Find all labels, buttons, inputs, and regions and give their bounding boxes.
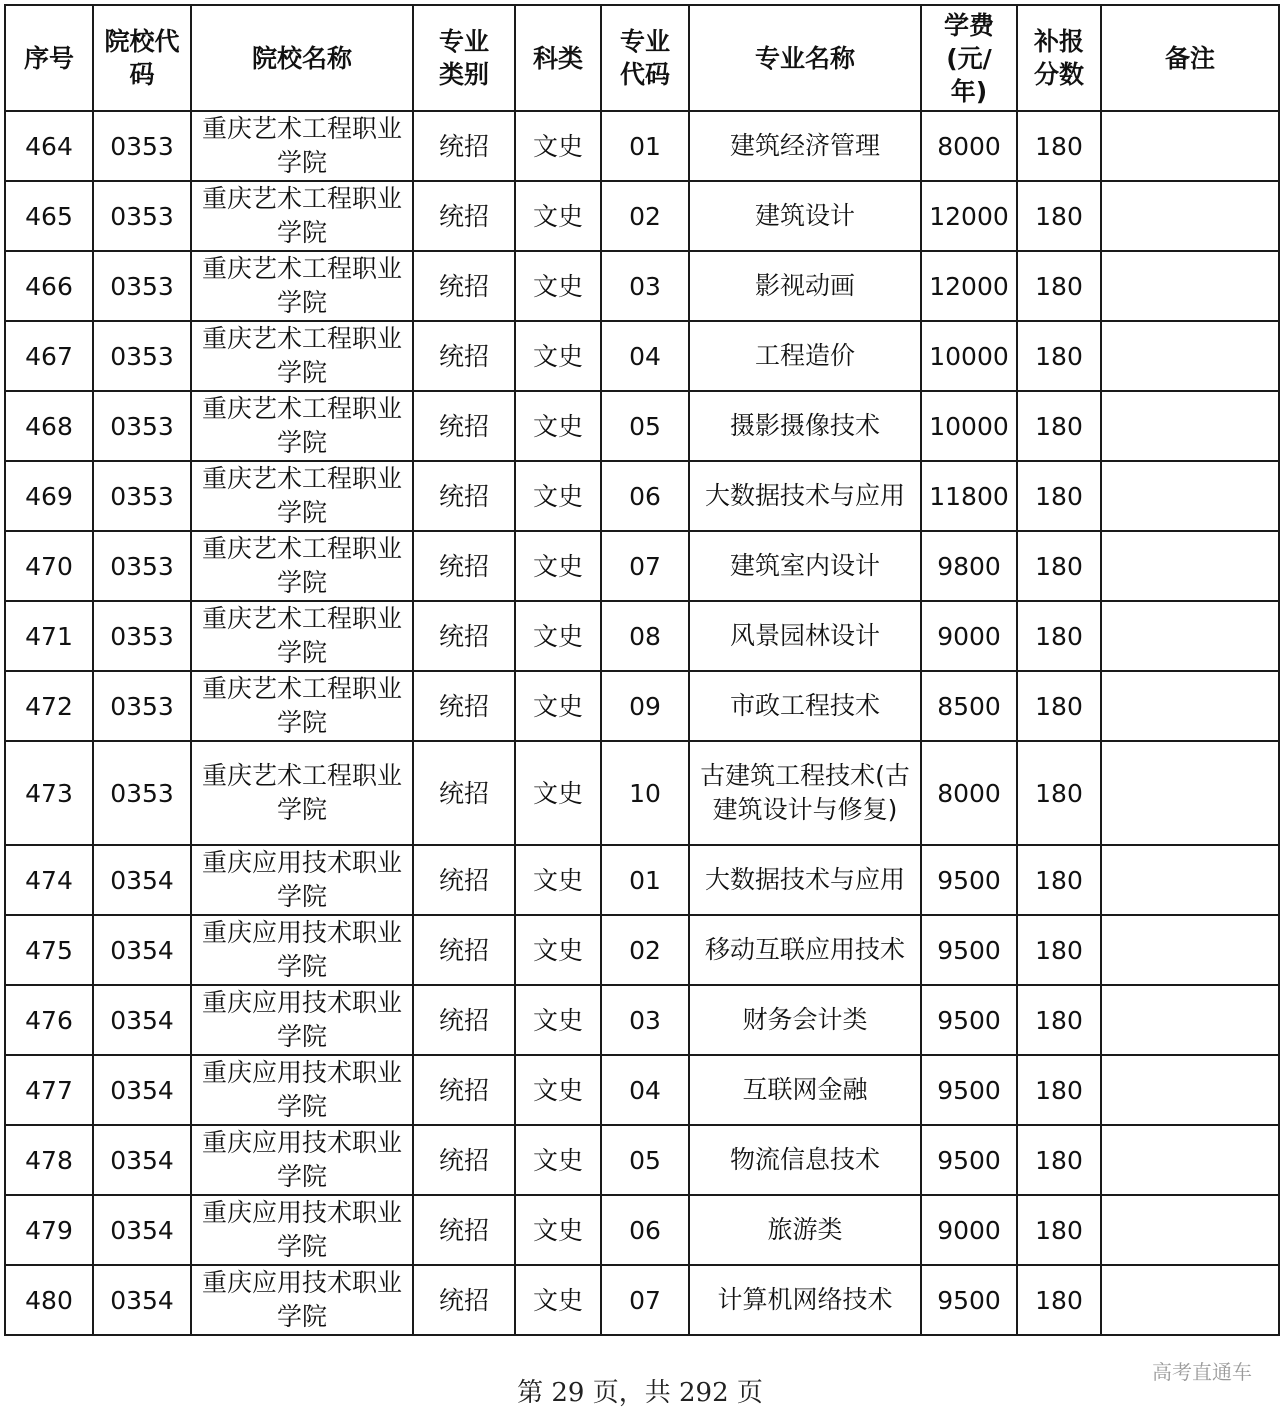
table-row [5,111,1279,181]
school-code-cell: 0353 [93,531,191,601]
seq-cell: 480 [5,1265,93,1335]
category-cell: 统招 [413,845,515,915]
note-cell [1101,1055,1279,1125]
subject-cell: 文史 [515,531,601,601]
major-name-cell: 风景园林设计 [689,601,921,671]
category-cell: 统招 [413,741,515,845]
note-cell [1101,461,1279,531]
category-cell: 统招 [413,1265,515,1335]
school-code-cell: 0353 [93,181,191,251]
category-cell: 统招 [413,251,515,321]
subject-cell: 文史 [515,391,601,461]
category-cell: 统招 [413,391,515,461]
header-school-code: 院校代码 [93,5,191,111]
major-code-cell: 07 [601,531,689,601]
subject-cell: 文史 [515,671,601,741]
table-row [5,251,1279,321]
score-cell: 180 [1017,845,1101,915]
major-name-cell: 建筑设计 [689,181,921,251]
score-cell: 180 [1017,1195,1101,1265]
school-name-cell: 重庆应用技术职业学院 [191,1195,413,1265]
school-name-cell: 重庆应用技术职业学院 [191,985,413,1055]
subject-cell: 文史 [515,915,601,985]
table-row [5,915,1279,985]
tuition-cell: 9500 [921,915,1017,985]
category-cell: 统招 [413,111,515,181]
major-code-cell: 08 [601,601,689,671]
subject-cell: 文史 [515,845,601,915]
major-code-cell: 02 [601,181,689,251]
tuition-cell: 10000 [921,321,1017,391]
school-name-cell: 重庆艺术工程职业学院 [191,741,413,845]
tuition-cell: 11800 [921,461,1017,531]
tuition-cell: 10000 [921,391,1017,461]
school-name-cell: 重庆应用技术职业学院 [191,1265,413,1335]
seq-cell: 471 [5,601,93,671]
subject-cell: 文史 [515,985,601,1055]
subject-cell: 文史 [515,111,601,181]
note-cell [1101,1195,1279,1265]
major-code-cell: 06 [601,461,689,531]
subject-cell: 文史 [515,741,601,845]
major-name-cell: 摄影摄像技术 [689,391,921,461]
major-name-cell: 物流信息技术 [689,1125,921,1195]
table-row [5,531,1279,601]
major-code-cell: 01 [601,111,689,181]
seq-cell: 468 [5,391,93,461]
score-cell: 180 [1017,1265,1101,1335]
header-note: 备注 [1101,5,1279,111]
note-cell [1101,251,1279,321]
seq-cell: 472 [5,671,93,741]
table-body [5,111,1279,1335]
major-name-cell: 古建筑工程技术(古建筑设计与修复) [689,741,921,845]
school-code-cell: 0354 [93,1195,191,1265]
major-name-cell: 大数据技术与应用 [689,461,921,531]
seq-cell: 474 [5,845,93,915]
tuition-cell: 9000 [921,1195,1017,1265]
major-code-cell: 04 [601,321,689,391]
table-row [5,321,1279,391]
score-cell: 180 [1017,915,1101,985]
school-code-cell: 0353 [93,601,191,671]
table-row [5,845,1279,915]
table-row [5,181,1279,251]
tuition-cell: 12000 [921,181,1017,251]
school-code-cell: 0354 [93,1265,191,1335]
seq-cell: 465 [5,181,93,251]
major-code-cell: 03 [601,985,689,1055]
header-row [5,5,1279,111]
seq-cell: 477 [5,1055,93,1125]
tuition-cell: 9500 [921,1055,1017,1125]
header-seq: 序号 [5,5,93,111]
school-name-cell: 重庆艺术工程职业学院 [191,601,413,671]
school-name-cell: 重庆艺术工程职业学院 [191,251,413,321]
major-name-cell: 建筑经济管理 [689,111,921,181]
major-name-cell: 移动互联应用技术 [689,915,921,985]
tuition-cell: 8500 [921,671,1017,741]
school-name-cell: 重庆艺术工程职业学院 [191,181,413,251]
category-cell: 统招 [413,461,515,531]
category-cell: 统招 [413,985,515,1055]
table-row [5,741,1279,845]
major-code-cell: 04 [601,1055,689,1125]
score-cell: 180 [1017,741,1101,845]
school-code-cell: 0353 [93,461,191,531]
major-name-cell: 计算机网络技术 [689,1265,921,1335]
table-row [5,671,1279,741]
school-code-cell: 0353 [93,391,191,461]
header-major-code: 专业代码 [601,5,689,111]
subject-cell: 文史 [515,321,601,391]
school-code-cell: 0354 [93,845,191,915]
school-code-cell: 0353 [93,111,191,181]
header-school-name: 院校名称 [191,5,413,111]
note-cell [1101,1125,1279,1195]
school-code-cell: 0354 [93,1055,191,1125]
tuition-cell: 8000 [921,111,1017,181]
major-code-cell: 09 [601,671,689,741]
major-name-cell: 影视动画 [689,251,921,321]
major-code-cell: 06 [601,1195,689,1265]
page-footer: 第 29 页，共 292 页 [517,1378,763,1408]
seq-cell: 476 [5,985,93,1055]
school-name-cell: 重庆应用技术职业学院 [191,845,413,915]
category-cell: 统招 [413,601,515,671]
school-code-cell: 0354 [93,1125,191,1195]
seq-cell: 466 [5,251,93,321]
note-cell [1101,845,1279,915]
watermark: 高考直通车 [1152,1360,1252,1384]
score-cell: 180 [1017,1055,1101,1125]
note-cell [1101,1265,1279,1335]
score-cell: 180 [1017,671,1101,741]
tuition-cell: 9500 [921,985,1017,1055]
category-cell: 统招 [413,671,515,741]
tuition-cell: 9500 [921,1265,1017,1335]
note-cell [1101,741,1279,845]
score-cell: 180 [1017,321,1101,391]
major-code-cell: 05 [601,1125,689,1195]
school-name-cell: 重庆艺术工程职业学院 [191,111,413,181]
table-row [5,1195,1279,1265]
major-code-cell: 02 [601,915,689,985]
major-code-cell: 01 [601,845,689,915]
category-cell: 统招 [413,531,515,601]
tuition-cell: 12000 [921,251,1017,321]
school-name-cell: 重庆应用技术职业学院 [191,1055,413,1125]
score-cell: 180 [1017,181,1101,251]
school-code-cell: 0353 [93,741,191,845]
school-name-cell: 重庆应用技术职业学院 [191,1125,413,1195]
school-name-cell: 重庆艺术工程职业学院 [191,321,413,391]
score-cell: 180 [1017,601,1101,671]
school-code-cell: 0353 [93,251,191,321]
category-cell: 统招 [413,915,515,985]
subject-cell: 文史 [515,1195,601,1265]
admission-table [4,4,1280,1336]
tuition-cell: 9000 [921,601,1017,671]
school-name-cell: 重庆艺术工程职业学院 [191,391,413,461]
major-name-cell: 建筑室内设计 [689,531,921,601]
school-code-cell: 0354 [93,915,191,985]
seq-cell: 478 [5,1125,93,1195]
seq-cell: 470 [5,531,93,601]
subject-cell: 文史 [515,251,601,321]
subject-cell: 文史 [515,181,601,251]
score-cell: 180 [1017,1125,1101,1195]
note-cell [1101,181,1279,251]
category-cell: 统招 [413,321,515,391]
table-row [5,391,1279,461]
table-row [5,1125,1279,1195]
score-cell: 180 [1017,461,1101,531]
seq-cell: 473 [5,741,93,845]
subject-cell: 文史 [515,1265,601,1335]
table-row [5,1055,1279,1125]
note-cell [1101,321,1279,391]
major-code-cell: 07 [601,1265,689,1335]
tuition-cell: 9800 [921,531,1017,601]
school-name-cell: 重庆艺术工程职业学院 [191,671,413,741]
note-cell [1101,671,1279,741]
subject-cell: 文史 [515,1055,601,1125]
tuition-cell: 8000 [921,741,1017,845]
table-row [5,1265,1279,1335]
major-code-cell: 03 [601,251,689,321]
major-name-cell: 旅游类 [689,1195,921,1265]
category-cell: 统招 [413,1055,515,1125]
note-cell [1101,391,1279,461]
subject-cell: 文史 [515,1125,601,1195]
table-row [5,601,1279,671]
major-name-cell: 工程造价 [689,321,921,391]
school-code-cell: 0354 [93,985,191,1055]
note-cell [1101,915,1279,985]
header-category: 专业类别 [413,5,515,111]
major-code-cell: 10 [601,741,689,845]
note-cell [1101,985,1279,1055]
subject-cell: 文史 [515,461,601,531]
seq-cell: 464 [5,111,93,181]
header-subject: 科类 [515,5,601,111]
seq-cell: 469 [5,461,93,531]
major-name-cell: 财务会计类 [689,985,921,1055]
seq-cell: 475 [5,915,93,985]
score-cell: 180 [1017,985,1101,1055]
header-tuition: 学费(元/年) [921,5,1017,111]
tuition-cell: 9500 [921,845,1017,915]
major-name-cell: 互联网金融 [689,1055,921,1125]
category-cell: 统招 [413,1125,515,1195]
score-cell: 180 [1017,111,1101,181]
note-cell [1101,111,1279,181]
score-cell: 180 [1017,531,1101,601]
school-code-cell: 0353 [93,321,191,391]
seq-cell: 479 [5,1195,93,1265]
major-name-cell: 市政工程技术 [689,671,921,741]
category-cell: 统招 [413,181,515,251]
note-cell [1101,531,1279,601]
header-major-name: 专业名称 [689,5,921,111]
seq-cell: 467 [5,321,93,391]
header-score: 补报分数 [1017,5,1101,111]
score-cell: 180 [1017,391,1101,461]
table-row [5,985,1279,1055]
score-cell: 180 [1017,251,1101,321]
category-cell: 统招 [413,1195,515,1265]
major-code-cell: 05 [601,391,689,461]
school-name-cell: 重庆艺术工程职业学院 [191,461,413,531]
note-cell [1101,601,1279,671]
tuition-cell: 9500 [921,1125,1017,1195]
subject-cell: 文史 [515,601,601,671]
school-name-cell: 重庆艺术工程职业学院 [191,531,413,601]
major-name-cell: 大数据技术与应用 [689,845,921,915]
school-code-cell: 0353 [93,671,191,741]
school-name-cell: 重庆应用技术职业学院 [191,915,413,985]
table-row [5,461,1279,531]
